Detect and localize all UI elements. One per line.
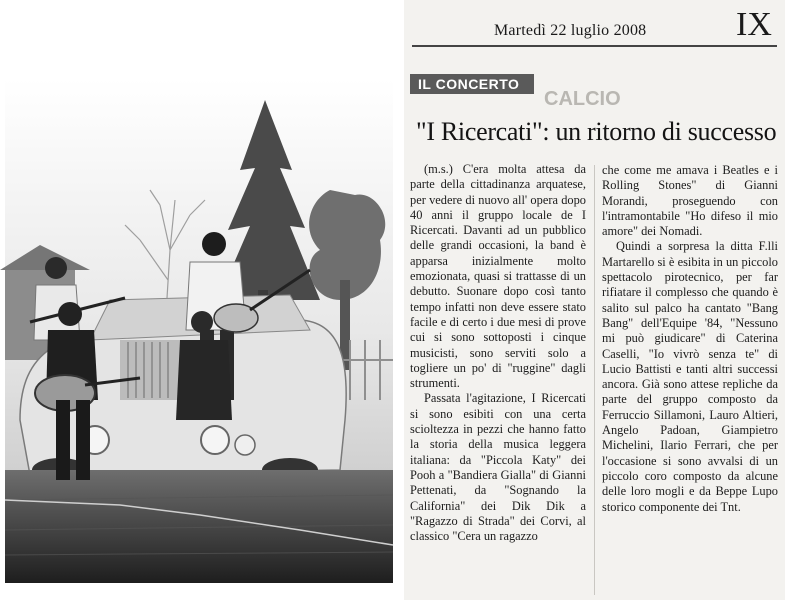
header-rule [412,45,777,47]
bleed-through-text: CALCIO [544,88,621,110]
article-column-right [602,163,778,515]
section-kicker: IL CONCERTO [410,74,534,94]
newspaper-clipping [404,0,785,600]
article-column-left [410,162,586,544]
paragraph: (m.s.) C'era molta attesa da parte della cittadinanza arquatese, per vedere di nuovo all' opera dopo 40 anni il gruppo locale de I Ricercati. Davanti ad un pubblico delle grandi occasioni, la band è apparsa inizialmente molto emozionata, quasi si trattasse di un debutto. Suonare dopo così tanto tempo infatti non deve essere stato facile e di certo i due mesi di prove cui si sono sottoposti i cinque musicisti, sono serviti solo a togliere un po' di "ruggine" dagli strumenti. [410,162,586,391]
paragraph: che come me amava i Beatles e i Rolling Stones" di Gianni Morandi, proseguendo con l'intramontabile "Ho difeso il mio amore" dei Nomadi. [602,163,778,239]
column-divider [594,165,595,595]
publication-date: Martedì 22 luglio 2008 [494,22,647,39]
paragraph: Quindi a sorpresa la ditta F.lli Martarello si è esibita in un piccolo spettacolo pirotecnico, per far rifiatare il complesso che quando è salito sul palco ha cantato "Bang Bang" dell'Equipe '84, "Nessuno mi può giudicare" di Caterina Caselli, "Io vivrò senza te" di Lucio Battisti e tanti altri successi ancora. Già sono attese repliche da parte del gruppo composto da Ferruccio Sillamoni, Lauro Altieri, Angelo Padoan, Giampietro Michelini, Ilario Ferrari, che per l'occasione si sono avvalsi di un piccolo coro composto da alcune delle loro mogli e da Beppe Lupo storico componente dei Tnt. [602,239,778,514]
page-number: IX [736,6,772,43]
paragraph: Passata l'agitazione, I Ricercati si sono esibiti con una certa scioltezza in pezzi che hanno fatto la storia della musica leggera italiana: da "Piccola Katy" dei Pooh a "Bandiera Gialla" di Gianni Pettenati, da "Sognando la California" dei Dik Dik a "Ragazzo di Strada" dei Corvi, al classico "Cera un ragazzo [410,391,586,544]
article-headline: "I Ricercati": un ritorno di successo [416,117,777,146]
